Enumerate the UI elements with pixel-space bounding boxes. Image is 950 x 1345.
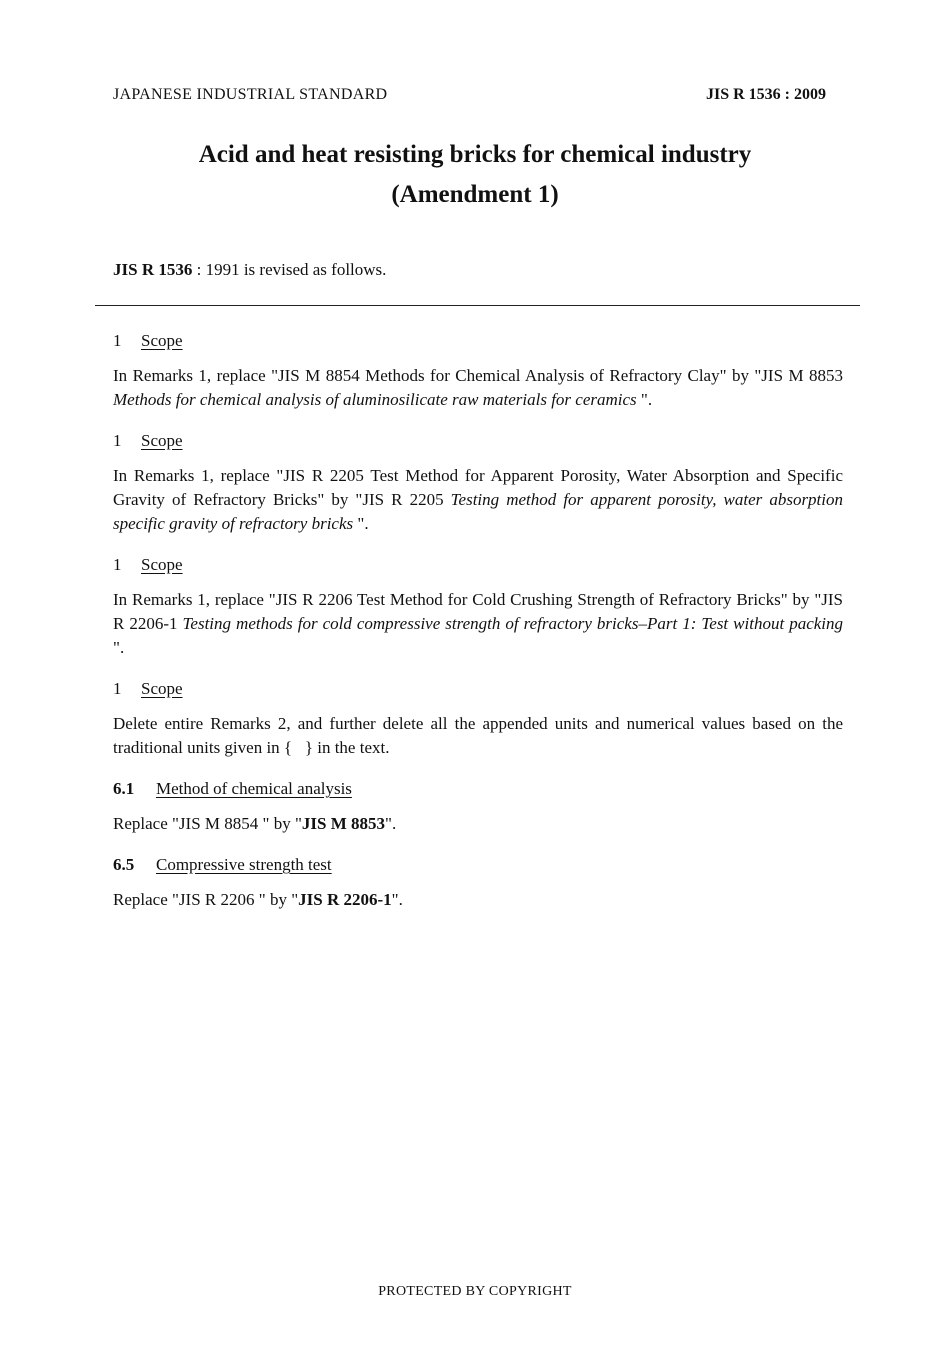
body-italic-title: Methods for chemical analysis of aluminosilicate raw materials for ceramics: [113, 390, 637, 409]
body-text: Replace "JIS M 8854 " by ": [113, 814, 302, 833]
section-number: 6.5: [113, 855, 135, 874]
body-text: In Remarks 1, replace "JIS R 2206 Test Method for Cold Crushing Strength of Refractory Bricks" by "JIS R 2206-1: [113, 590, 843, 633]
section-heading: [113, 678, 843, 700]
body-italic-title: Testing methods for cold compressive strength of refractory bricks–Part 1: Test without packing: [182, 614, 844, 633]
section-6-5-compressive-strength: [113, 854, 843, 912]
intro-code: JIS R 1536: [113, 260, 193, 279]
section-title: Method of chemical analysis: [156, 779, 352, 798]
amendment-list: [113, 330, 843, 930]
body-text: In Remarks 1, replace "JIS R 2205 Test Method for Apparent Porosity, Water Absorption and Specific Gravity of Refractory Bricks" by "JIS R 2205: [113, 466, 843, 509]
section-heading: [113, 778, 843, 800]
section-body: [113, 588, 843, 660]
section-1-scope-b: [113, 430, 843, 536]
horizontal-divider: [95, 305, 860, 306]
section-number: 1: [113, 555, 122, 574]
copyright-footer: PROTECTED BY COPYRIGHT: [378, 1284, 572, 1299]
body-text: Replace "JIS R 2206 " by ": [113, 890, 299, 909]
section-body: [113, 364, 843, 412]
header-standard-name: JAPANESE INDUSTRIAL STANDARD: [113, 86, 388, 103]
section-heading: [113, 554, 843, 576]
section-title: Scope: [141, 555, 183, 574]
section-number: 1: [113, 431, 122, 450]
header-standard-code: JIS R 1536 : 2009: [705, 86, 826, 103]
body-end: ".: [113, 638, 125, 657]
section-body: [113, 712, 843, 760]
section-1-scope-d: [113, 678, 843, 760]
section-title: Scope: [141, 431, 183, 450]
section-1-scope-a: [113, 330, 843, 412]
body-end: ".: [391, 890, 403, 909]
section-heading: [113, 854, 843, 876]
body-text: In Remarks 1, replace "JIS M 8854 Methods for Chemical Analysis of Refractory Clay" by "JIS M 8853: [113, 366, 843, 385]
body-bold-code: JIS R 2206-1: [298, 890, 392, 909]
body-italic-title: Testing method for apparent porosity, water absorption specific gravity of refractory bricks: [113, 490, 844, 533]
title-line-1: Acid and heat resisting bricks for chemical industry: [198, 141, 752, 168]
intro-text: [113, 260, 386, 280]
section-body: [113, 888, 843, 912]
section-title: Scope: [141, 679, 183, 698]
section-body: [113, 464, 843, 536]
section-title: Scope: [141, 331, 183, 350]
section-title: Compressive strength test: [156, 855, 332, 874]
section-number: 1: [113, 679, 122, 698]
body-end: ".: [353, 514, 369, 533]
body-text: Delete entire Remarks 2, and further delete all the appended units and numerical values based on the traditional units given in { } in the text.: [113, 714, 843, 757]
document-title: [0, 135, 950, 215]
section-body: [113, 812, 843, 836]
title-line-2: (Amendment 1): [391, 181, 559, 208]
body-end: ".: [385, 814, 397, 833]
section-heading: [113, 430, 843, 452]
section-6-1-chemical-analysis: [113, 778, 843, 836]
section-number: 1: [113, 331, 122, 350]
body-end: ".: [636, 390, 653, 409]
intro-remainder: : 1991 is revised as follows.: [192, 260, 387, 279]
section-heading: [113, 330, 843, 352]
section-number: 6.1: [113, 779, 135, 798]
section-1-scope-c: [113, 554, 843, 660]
body-bold-code: JIS M 8853: [301, 814, 386, 833]
